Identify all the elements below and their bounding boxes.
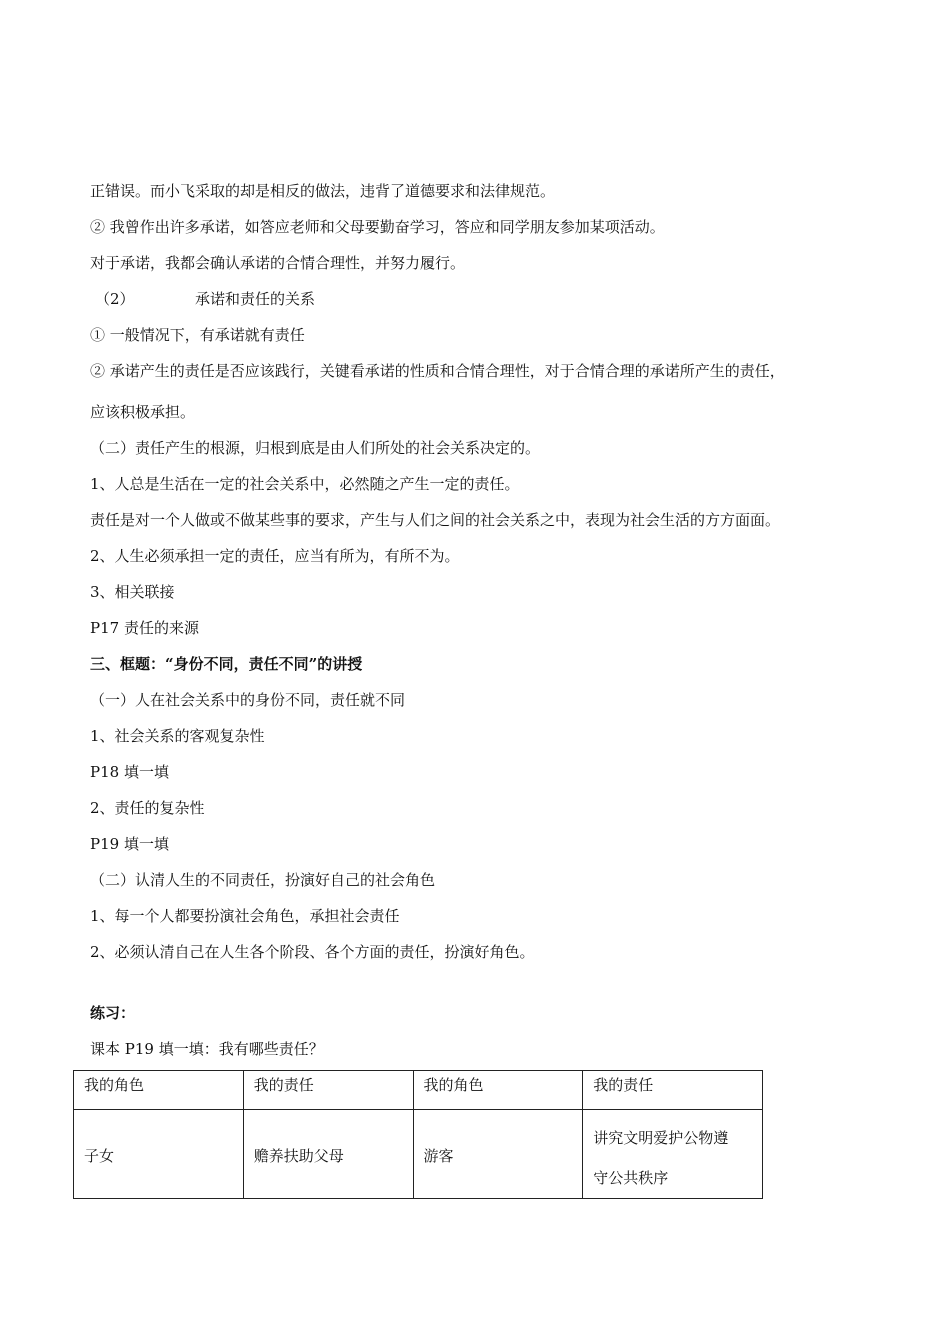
topic-heading: 三、框题：“身份不同，责任不同”的讲授 [90, 655, 363, 673]
paragraph-line: 2、必须认清自己在人生各个阶段、各个方面的责任，扮演好角色。 [90, 943, 535, 961]
responsibility-table [73, 1070, 763, 1199]
table-cell [583, 1110, 763, 1199]
section-heading: （二）责任产生的根源，归根到底是由人们所处的社会关系决定的。 [90, 439, 541, 457]
paragraph-line: P19 填一填 [90, 835, 169, 853]
table-header-cell: 我的责任 [583, 1071, 763, 1110]
table-cell: 游客 [413, 1110, 583, 1199]
paragraph-line: 正错误。而小飞采取的却是相反的做法，违背了道德要求和法律规范。 [90, 182, 556, 200]
paragraph-line: 1、社会关系的客观复杂性 [90, 727, 265, 745]
section-heading: （一）人在社会关系中的身份不同，责任就不同 [90, 691, 406, 709]
paragraph-line: 3、相关联接 [90, 583, 175, 601]
paragraph-line: 应该积极承担。 [90, 403, 196, 421]
subsection-number: （2） [95, 290, 135, 308]
table-header-cell: 我的角色 [413, 1071, 583, 1110]
table-cell-line: 讲究文明爱护公物遵 [593, 1129, 729, 1147]
exercise-heading: 练习： [90, 1004, 136, 1022]
paragraph-line: 责任是对一个人做或不做某些事的要求，产生与人们之间的社会关系之中，表现为社会生活的方方面面。 [90, 511, 781, 529]
table-header-cell: 我的责任 [243, 1071, 413, 1110]
paragraph-line: ② 承诺产生的责任是否应该践行，关键看承诺的性质和合情合理性，对于合情合理的承诺所产生的责任， [90, 362, 785, 380]
subsection-heading [95, 289, 315, 309]
section-heading: （二）认清人生的不同责任，扮演好自己的社会角色 [90, 871, 436, 889]
paragraph-line: P18 填一填 [90, 763, 169, 781]
paragraph-line: ② 我曾作出许多承诺，如答应老师和父母要勤奋学习，答应和同学朋友参加某项活动。 [90, 218, 665, 236]
paragraph-line: 2、责任的复杂性 [90, 799, 205, 817]
paragraph-line: P17 责任的来源 [90, 619, 199, 637]
table-cell: 子女 [74, 1110, 244, 1199]
paragraph-line: 1、每一个人都要扮演社会角色，承担社会责任 [90, 907, 400, 925]
paragraph-line: 1、人总是生活在一定的社会关系中，必然随之产生一定的责任。 [90, 475, 520, 493]
table-header-row [74, 1071, 763, 1110]
paragraph-line: 对于承诺，我都会确认承诺的合情合理性，并努力履行。 [90, 254, 466, 272]
exercise-prompt: 课本 P19 填一填：我有哪些责任？ [90, 1040, 324, 1058]
table-cell: 赡养扶助父母 [243, 1110, 413, 1199]
paragraph-line: 2、人生必须承担一定的责任，应当有所为，有所不为。 [90, 547, 460, 565]
subsection-title: 承诺和责任的关系 [195, 290, 316, 308]
table-cell-line: 守公共秩序 [593, 1169, 669, 1187]
table-header-cell: 我的角色 [74, 1071, 244, 1110]
table-row [74, 1110, 763, 1199]
paragraph-line: ① 一般情况下，有承诺就有责任 [90, 326, 305, 344]
